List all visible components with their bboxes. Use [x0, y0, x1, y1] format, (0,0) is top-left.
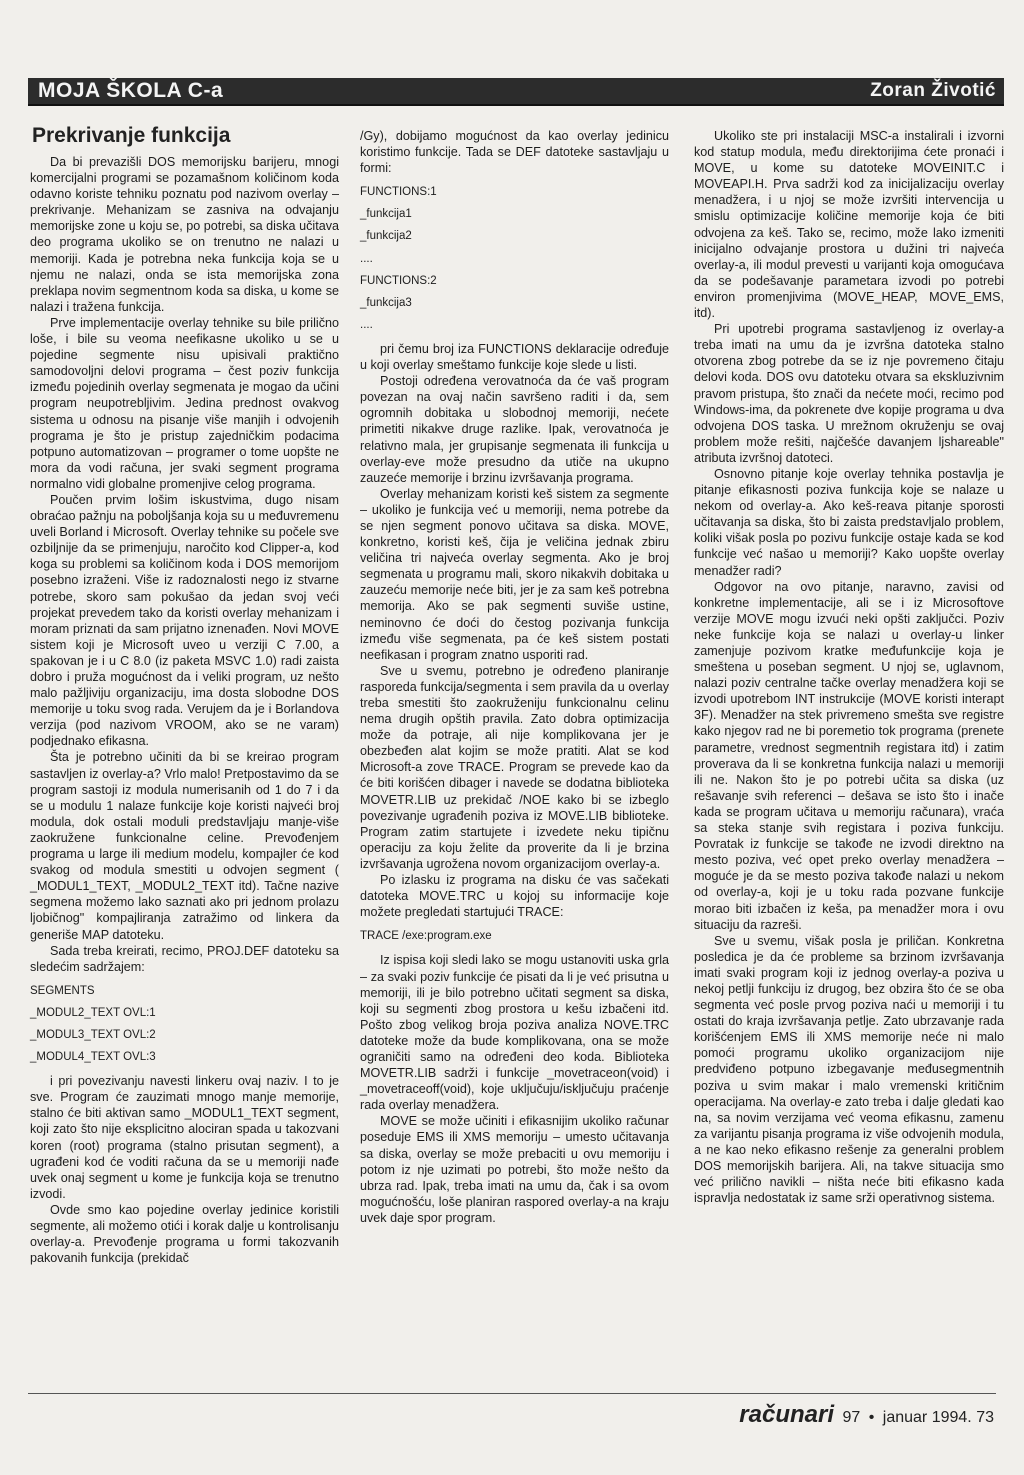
paragraph: /Gy), dobijamo mogućnost da kao overlay jedinicu koristimo funkcije. Tada se DEF datoteke sastavljaju u formi: — [360, 129, 669, 176]
code-line: SEGMENTS — [30, 984, 95, 997]
issue-number: 97 — [842, 1409, 861, 1426]
bullet-icon: • — [868, 1409, 875, 1426]
code-line: _funkcija3 — [360, 296, 412, 309]
paragraph: Šta je potrebno učiniti da bi se kreirao program sastavljen iz overlay-a? Vrlo malo! Pretpostavimo da se program sastoji iz modula numerisanih od 1 do 7 i da se u modulu 1 nalaze funkcije koje koristi najveći broj modula, dok ostali moduli predstavljaju manje-više zaokružene funkcionalne celine. Prevođenjem programa u large ili medium modelu, kompajler će kod svakog od modula smestiti u odvojen segment ( _MODUL1_TEXT, _MODUL2_TEXT itd). Tačne nazive segmena možemo lako saznati ako pri jednom prolazu ljobičnog" kompajliranja zatražimo od linkera da generiše MAP datoteku. — [30, 750, 339, 942]
paragraph: Sada treba kreirati, recimo, PROJ.DEF datoteku sa sledećim sadržajem: — [30, 943, 339, 974]
page-number: 73 — [976, 1409, 994, 1426]
paragraph: Pri upotrebi programa sastavljenog iz overlay-a treba imati na umu da je izvršna datoteka stalno otvorena zbog potrebe da se iz nje povremeno čitaju delovi koda. DOS ovu datoteku otvara sa ekskluzivnim pravom pristupa, što znači da nećete moći, recimo pod Windows-ima, da pokrenete dve kopije programa u dva odvojena DOS taska. U mrežnom okruženju se ovaj problem može rešiti, najčešće davanjem ljshareable" atributa izvršnoj datoteci. — [694, 322, 1004, 465]
paragraph: Poučen prvim lošim iskustvima, dugo nisam obraćao pažnju na poboljšanja koja su u međuvremenu uveli Borland i Microsoft. Overlay tehnike su počele sve ozbiljnije da se primenjuju, naročito kod Clipper-a, kod koga su problemi sa količinom koda i DOS memorijom posebno izraženi. Više iz radoznalosti nego iz stvarne potrebe, skoro sam pokušao da jedan svoj veći projekat prevedem tako da koristi overlay mehanizam i moram priznati da sam prijatno iznenađen. Novi MOVE sistem koji je Microsoft uveo u verziji C 7.00, a spakovan je i u C 8.0 (iz paketa MSVC 1.0) radi zaista dobro i pruža mogućnost da i veliki program, uz nešto malo pažljiviju organizaciju, ima dosta slobodne DOS memorije u toku svog rada. Verujem da je i Borlandova verzija (pod nazivom VROOM, ako se ne varam) podjednako efikasna. — [30, 492, 339, 749]
paragraph: Odgovor na ovo pitanje, naravno, zavisi od konkretne implementacije, ali se i iz Microsoftove verzije MOVE mogu izvući neki opšti zaključci. Poziv neke funkcije koja se nalazi u overlay-u linker zamenjuje pozivom kratke međufunkcije koja je smeštena u poseban segment. U njoj se, uglavnom, nalazi poziv centralne tačke overlay menadžera koji se izvodi upotrebom INT instrukcije (MOVE koristi interapt 3F). Menadžer na stek privremeno smešta sve registre kako njegov rad ne bi poremetio tok programa (prenete parametre, vrednost segmentnih registara itd) i zatim proverava da li se konkretna funkcija nalazi u memoriji ili ne. Nakon što je po potrebi učita sa diska (uz rešavanje svih referenci – dešava se isto što i inače kada se program učitava u memoriju računara), vraća sa steka stanje svih registara i poziva funkciju. Povratak iz funkcije se takođe ne izvodi direktno na mesto poziva, već opet preko overlay menadžera – moguće je da se mesto poziva takođe nalazi u nekom od overlay-a, koji je u toku rada pozvane funkcije morao biti izbačen iz keša, pa menadžer mora i ovu situaciju da razreši. — [694, 579, 1004, 932]
section-title: MOJA ŠKOLA C-a — [38, 79, 224, 102]
code-line: TRACE /exe:program.exe — [360, 930, 492, 943]
code-listing — [360, 184, 669, 333]
section-header-bar — [28, 78, 1004, 106]
code-line: _MODUL3_TEXT OVL:2 — [30, 1028, 156, 1041]
paragraph: Sve u svemu, višak posla je priličan. Konkretna posledica je da će probleme sa brzinom izvršavanja imati svaki program koji iz jednog overlay-a poziva u nekoj petlji funkciju iz drugog, bez obzira što će se oba segmenta već posle prvog poziva naći u memoriji i tu ostati do kraja izvršavanja petlje. Zato ubrzavanje rada korišćenjem EMS ili XMS memorije neće ni malo pomoći programu ukoliko organizacijom nije predviđeno potpuno izbegavanje međusegmentnih poziva u svim makar i malo vremenski kritičnim operacijama. Na overlay-e zato treba i dalje gledati kao na, sa novim verzijama već veoma efikasnu, zamenu za varijantu pisanja programa iz više odvojenih modula, a ne kao neko efikasno rešenje za generalni problem DOS memorijskih barijera. Ali, na takve situacija smo već prilično navikli – ništa neće biti efikasno kada ispravlja nedostatak iz same srži operativnog sistema. — [694, 933, 1004, 1206]
paragraph: Ovde smo kao pojedine overlay jedinice koristili segmente, ali možemo otići i korak dalje u kontrolisanju overlay-a. Prevođenje programa u formi takozvanih pakovanih funkcija (prekidač — [30, 1202, 339, 1266]
paragraph: Da bi prevazišli DOS memorijsku barijeru, mnogi komercijalni programi se pozamašnom količinom koda odavno koriste tehniku poznatu pod nazivom overlay – prekrivanje. Mehanizam se zasniva na odvajanju memorijske zone u koju se, po potrebi, sa diska učitava deo programa ukoliko se on trenutno ne nalazi u memoriji. Kada je potrebna neka funkcija koja se u njemu ne nalazi, onda se ista memorijska zona preklapa novim segmentnom koda sa diska, u kome se nalazi i tražena funkcija. — [30, 155, 339, 314]
column-3 — [694, 128, 1004, 1206]
code-line: _MODUL2_TEXT OVL:1 — [30, 1006, 156, 1019]
code-line: .... — [360, 252, 373, 265]
code-line: _funkcija1 — [360, 208, 412, 221]
paragraph: Osnovno pitanje koje overlay tehnika postavlja je pitanje efikasnosti poziva funkcija koje se nalaze u nekom od overlay-a. Ako keš-reava pitanje sporosti učitavanja sa diska, što bi zaista predstavljalo problem, koliki višak posla po pozivu funkcije ostaje kada se kod funkcije već našao u memoriji? Kako uopšte overlay menadžer radi? — [694, 466, 1004, 578]
code-line: .... — [360, 318, 373, 331]
footer-divider — [28, 1393, 996, 1394]
paragraph: Sve u svemu, potrebno je određeno planiranje rasporeda funkcija/segmenta i sem pravila da u overlay treba smestiti što zaokruženiju funkcionalnu celinu nema drugih opštih pravila. Zato dobra optimizacija može da potraje, ali nije komplikovana jer je obezbeđen alat kojim se može pratiti. Alat se kod Microsoft-a zove TRACE. Program se prevede kao da će biti korišćen dibager i navede se dodatna biblioteka MOVETR.LIB uz prekidač /NOE kako bi se izbeglo povezivanje ugrađenih poziva iz MOVE.LIB biblioteke. Program zatim startujete i izvedete neku tipičnu operaciju za koju želite da proverite da li je brzina izvršavanja ugrožena novom organizacijom overlay-a. — [360, 663, 669, 871]
author-name: Zoran Životić — [870, 80, 996, 101]
column-2 — [360, 128, 669, 1226]
code-line: _funkcija2 — [360, 230, 412, 243]
paragraph: Iz ispisa koji sledi lako se mogu ustanoviti uska grla – za svaki poziv funkcije će pisati da li je već prisutna u memoriji, ili je bilo potrebno učitati segment sa diska, koji su segmenti zbog prostora u kešu izbačeni itd. Pošto zbog velikog broja poziva analiza NOVE.TRC datoteke može da bude komplikovana, ona se može ograničiti samo na određeni deo koda. Biblioteka MOVETR.LIB sadrži i funkcije _movetraceon(void) i _movetraceoff(void), koje uključuju/isključuju praćenje rada overlay menadžera. — [360, 953, 669, 1113]
paragraph: MOVE se može učiniti i efikasnijim ukoliko računar poseduje EMS ili XMS memoriju – umesto učitavanja sa diska, overlay se može prebaciti u ovu memoriju i potom iz nje uzimati po potrebi, što može nešto da ubrza rad. Ipak, treba imati na umu da, čak i sa ovom mogućnošću, loše planiran raspored overlay-a na kraju uvek daje spor program. — [360, 1114, 669, 1225]
article-title: Prekrivanje funkcija — [32, 124, 231, 147]
column-1 — [30, 154, 339, 1266]
paragraph: Overlay mehanizam koristi keš sistem za segmente – ukoliko je funkcija već u memoriji, nema potrebe da se njen segment ponovo učitava sa diska. MOVE, konkretno, koristi keš, čija je veličina jednak zbiru veličina tri najveća overlay segmenta. Ako je broj segmenata u programu mali, skoro nikakvih dobitaka u zauzeću memorije neće biti, jer je za sam keš potrebna memorija. Ako se pak segmenti suviše ustine, neminovno će doći do čestog pozivanja funkcija između više segmenata, pa će keš sistem postati neefikasan i program znatno usporiti rad. — [360, 486, 669, 662]
paragraph: i pri povezivanju navesti linkeru ovaj naziv. I to je sve. Program će zauzimati mnogo manje memorije, stalno će biti aktivan samo _MODUL1_TEXT segment, koji zato što nije eksplicitno alociran spada u takozvani koren (root) programa (stalno prisutan segment), a ugrađeni kod će voditi računa da se u memoriji nađe uvek onaj segment u kome je funkcija koja se trenutno izvodi. — [30, 1074, 339, 1201]
paragraph: Ukoliko ste pri instalaciji MSC-a instalirali i izvorni kod statup modula, među direktorijima ćete pronaći i MOVE, u kome su datoteke MOVEINIT.C i MOVEAPI.H. Prva sadrži kod za inicijalizaciju overlay menadžera, i u njoj se može izvršiti intervencija u smislu optimizacije količine memorije koja će biti odvojena za keš. Tako se, recimo, može lako izmeniti inicijalno odvajanje prostora u dužini tri najveća overlay-a, ili modul prevesti u varijanti koja omogućava da se podešavanje parametara izvodi po potrebi environ promenjivima (MOVE_HEAP, MOVE_EMS, itd). — [694, 129, 1004, 321]
paragraph: Po izlasku iz programa na disku će vas sačekati datoteka MOVE.TRC u kojoj su informacije koje možete pregledati startujući TRACE: — [360, 873, 669, 920]
code-listing — [30, 983, 339, 1065]
code-line: FUNCTIONS:2 — [360, 274, 437, 287]
code-line: FUNCTIONS:1 — [360, 186, 437, 199]
issue-date: januar 1994. — [882, 1409, 972, 1426]
paragraph: pri čemu broj iza FUNCTIONS deklaracije određuje u koji overlay smeštamo funkcije koje slede u listi. — [360, 341, 669, 373]
magazine-name: računari — [739, 1401, 835, 1428]
paragraph: Prve implementacije overlay tehnike su bile prilično loše, i bile su veoma neefikasne ukoliko u se u pojedine segmente nisu upisivali praktično samodovoljni delovi programa – čest poziv funkcija između pojedinih overlay segmenata je mogao da učini program neupotrebljivim. Jedina prednost ovakvog sistema u odnosu na pisanje više manjih i odvojenih programa je što je pristup zajedničkim podacima potpuno automatizovan – programer o tome uopšte ne mora da vodi računa, jer svaki segment programa normalno vidi globalne promenjive celog programa. — [30, 315, 339, 491]
code-line: _MODUL4_TEXT OVL:3 — [30, 1051, 156, 1064]
page-footer — [739, 1401, 994, 1429]
code-listing — [360, 928, 669, 944]
paragraph: Postoji određena verovatnoća da će vaš program povezan na ovaj način savršeno raditi i da, sem ogromnih dobitaka u slobodnoj memoriji, nećete primetiti nikakve druge razlike. Ipak, verovatnoća je relativno mala, jer grupisanje segmenata ili funkcija u overlay-eve može presudno da utiče na ukupno zauzeće memorije i brzinu izvršavanja programa. — [360, 374, 669, 485]
